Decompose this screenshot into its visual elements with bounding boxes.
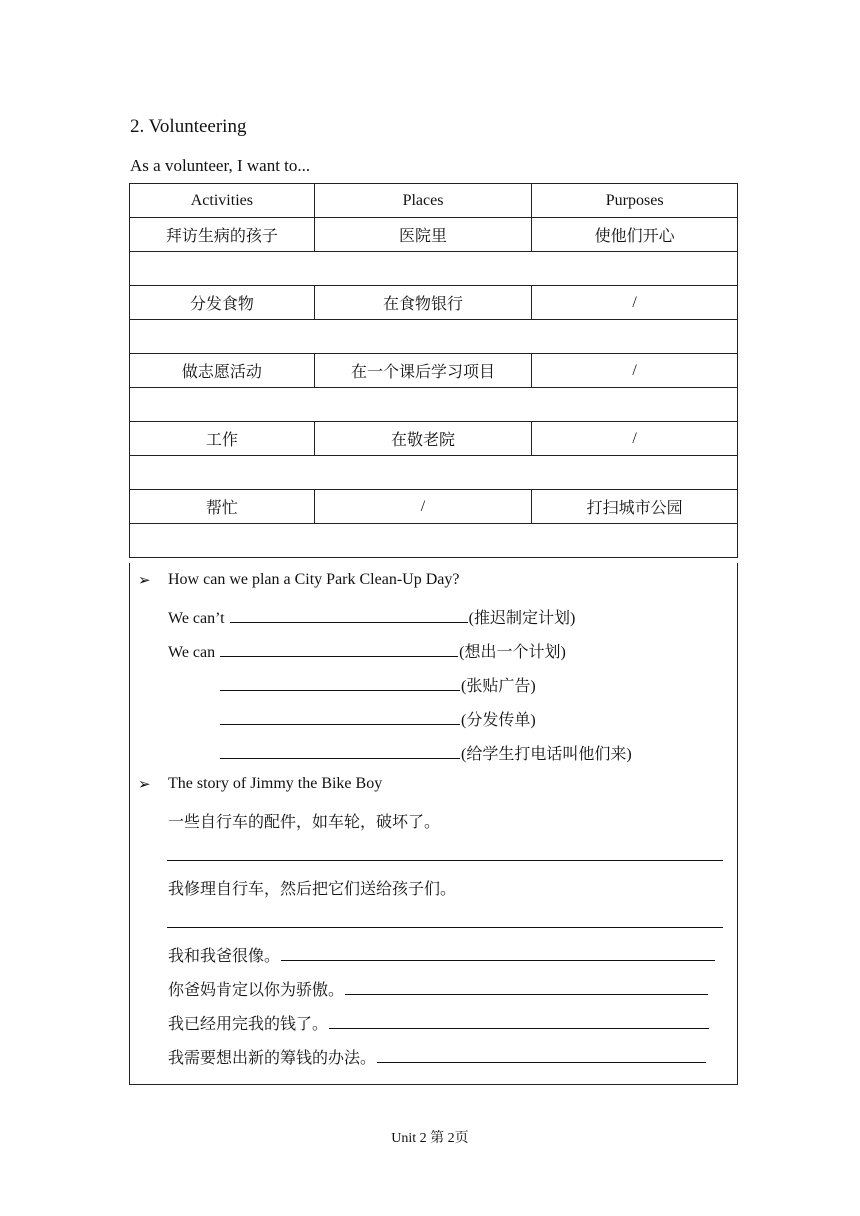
- fill-line: [168, 943, 716, 966]
- table-row: [130, 422, 738, 456]
- table-cell: 分发食物: [130, 286, 315, 320]
- table-cell: 在敬老院: [314, 422, 532, 456]
- answer-blank[interactable]: [230, 606, 468, 623]
- answer-row[interactable]: [130, 388, 738, 422]
- fill-line: [168, 1045, 707, 1068]
- table-cell: /: [532, 354, 738, 388]
- line-label: We can’t: [168, 610, 225, 627]
- table-cell: 打扫城市公园: [532, 490, 738, 524]
- fill-line: [168, 639, 566, 662]
- fill-line: [168, 1011, 710, 1034]
- answer-blank[interactable]: [130, 320, 738, 354]
- hint-text: (张贴广告): [461, 678, 536, 695]
- fill-line: [219, 741, 632, 764]
- table-cell: 使他们开心: [532, 218, 738, 252]
- answer-row[interactable]: [130, 524, 738, 558]
- answer-blank[interactable]: [130, 524, 738, 558]
- table-cell: 帮忙: [130, 490, 315, 524]
- table-cell: /: [314, 490, 532, 524]
- answer-blank[interactable]: [220, 708, 460, 725]
- hint-text: (推迟制定计划): [468, 610, 576, 627]
- table-header-row: [130, 184, 738, 218]
- table-cell: /: [532, 286, 738, 320]
- table-row: [130, 490, 738, 524]
- hint-text: (分发传单): [461, 712, 536, 729]
- section-title: How can we plan a City Park Clean-Up Day?: [168, 571, 460, 588]
- exercise-box: [129, 563, 738, 1085]
- fill-line: [219, 673, 536, 696]
- sentence: 我和我爸很像。: [168, 948, 281, 965]
- table-cell: 在食物银行: [314, 286, 532, 320]
- line-label: We can: [168, 644, 216, 661]
- table-row: [130, 286, 738, 320]
- answer-blank[interactable]: [220, 674, 460, 691]
- table-header: Activities: [130, 184, 315, 218]
- table-header: Places: [314, 184, 532, 218]
- table-cell: 工作: [130, 422, 315, 456]
- answer-row[interactable]: [130, 252, 738, 286]
- sentence: 你爸妈肯定以你为骄傲。: [168, 982, 345, 999]
- answer-blank[interactable]: [130, 388, 738, 422]
- sentence: 我需要想出新的筹钱的办法。: [168, 1050, 377, 1067]
- table-row: [130, 354, 738, 388]
- answer-blank[interactable]: [220, 742, 460, 759]
- table-cell: 医院里: [314, 218, 532, 252]
- table-cell: 拜访生病的孩子: [130, 218, 315, 252]
- answer-row[interactable]: [130, 456, 738, 490]
- sentence: 一些自行车的配件，如车轮，破坏了。: [168, 814, 441, 831]
- answer-blank[interactable]: [329, 1012, 709, 1029]
- table-row: [130, 218, 738, 252]
- sentence: 我已经用完我的钱了。: [168, 1016, 329, 1033]
- answer-blank[interactable]: [281, 944, 715, 961]
- section-title: The story of Jimmy the Bike Boy: [168, 775, 383, 792]
- arrow-bullet-icon: ➢: [138, 777, 151, 793]
- answer-blank[interactable]: [220, 640, 458, 657]
- answer-blank[interactable]: [167, 860, 723, 861]
- arrow-bullet-icon: ➢: [138, 573, 151, 589]
- table-cell: /: [532, 422, 738, 456]
- table-cell: 做志愿活动: [130, 354, 315, 388]
- answer-blank[interactable]: [130, 456, 738, 490]
- hint-text: (给学生打电话叫他们来): [461, 746, 632, 763]
- table-cell: 在一个课后学习项目: [314, 354, 532, 388]
- sentence: 我修理自行车，然后把它们送给孩子们。: [168, 881, 457, 898]
- page-footer: Unit 2 第 2页: [391, 1131, 469, 1146]
- intro-text: As a volunteer, I want to...: [130, 156, 311, 175]
- answer-blank[interactable]: [377, 1046, 706, 1063]
- fill-line: [168, 977, 709, 1000]
- fill-line: [219, 707, 536, 730]
- answer-blank[interactable]: [130, 252, 738, 286]
- volunteer-table: [129, 183, 738, 558]
- hint-text: (想出一个计划): [459, 644, 566, 661]
- answer-blank[interactable]: [167, 927, 723, 928]
- table-header: Purposes: [532, 184, 738, 218]
- answer-row[interactable]: [130, 320, 738, 354]
- answer-blank[interactable]: [345, 978, 708, 995]
- section-heading: 2. Volunteering: [130, 116, 247, 137]
- fill-line: [168, 605, 575, 628]
